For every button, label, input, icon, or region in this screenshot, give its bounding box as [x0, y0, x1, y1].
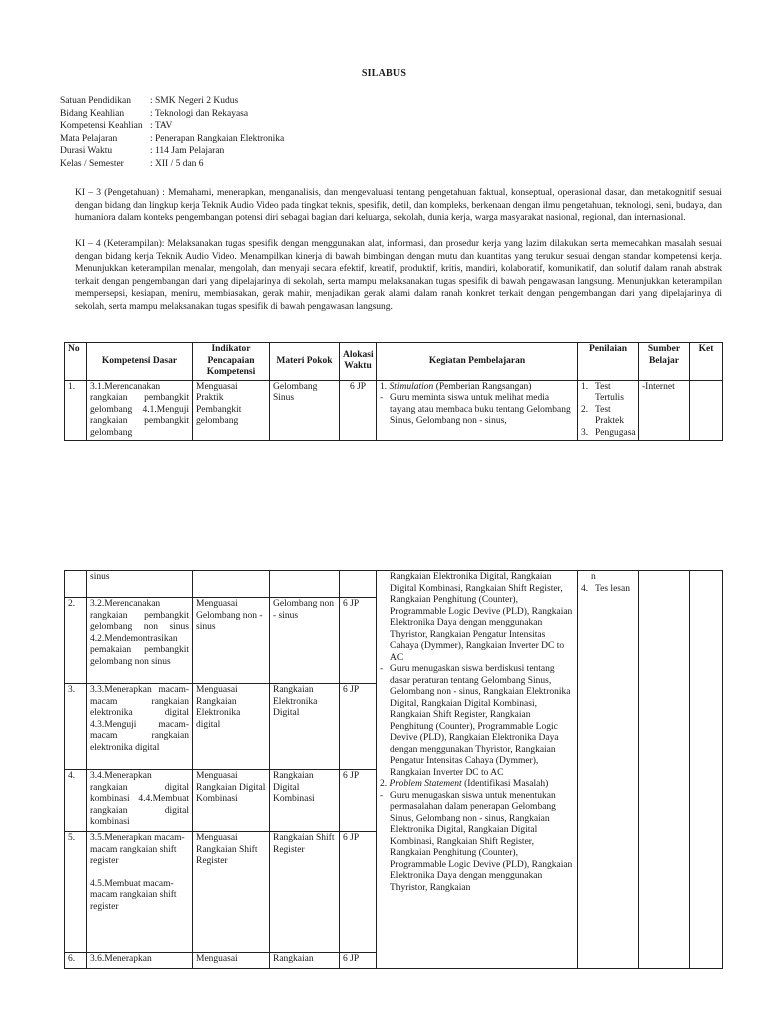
row-kd: 3.3.Menerapkan macam-macam rangkaian elektronika digital 4.3.Menguji macam-macam rangkaian elektronika digital	[87, 684, 193, 770]
assessment-item	[581, 405, 635, 428]
row-kd	[87, 832, 193, 953]
row-materi: Gelombang non - sinus	[270, 598, 340, 684]
row-kd: 3.2.Merencanakan rangkaian pembangkit gelombang non sinus 4.2.Mendemontrasikan pemakaian pembangkit gelombang non sinus	[87, 598, 193, 684]
row-alokasi: 6 JP	[340, 598, 377, 684]
col-header-ket: Ket	[690, 343, 723, 381]
row-materi: Rangkaian Shift Register	[270, 832, 340, 953]
row-no: 1.	[65, 380, 87, 441]
activity-item	[380, 393, 574, 428]
row-materi: Rangkaian Digital Kombinasi	[270, 770, 340, 832]
syllabus-table-page1	[64, 342, 723, 441]
row-penilaian	[578, 571, 639, 969]
row-materi: Rangkaian	[270, 953, 340, 969]
col-header-materi: Materi Pokok	[270, 343, 340, 381]
row-materi	[270, 571, 340, 598]
row-indikator: Menguasai Praktik Pembangkit gelombang	[193, 380, 270, 441]
meta-value: : XII / 5 dan 6	[150, 158, 204, 169]
meta-label: Kelas / Semester	[60, 158, 124, 169]
assessment-text: Test Praktek	[595, 404, 625, 426]
assessment-text: Tes lesan	[595, 583, 630, 594]
col-header-penilaian: Penilaian	[578, 343, 639, 381]
assessment-text: Test Tertulis	[595, 381, 624, 403]
kd-skill: 4.5.Membuat macam-macam rangkaian shift register	[90, 878, 177, 912]
activity-title: Problem Statement	[389, 779, 462, 789]
activity-text: Guru meminta siswa untuk melihat media tayang atau membaca buku tentang Gelombang Sinus, Gelombang non - sinus,	[390, 393, 571, 426]
row-indikator: Menguasai	[193, 953, 270, 969]
meta-row	[60, 158, 284, 171]
row-kd: 3.4.Menerapkan rangkaian digital kombinasi 4.4.Membuat rangkaian digital kombinasi	[87, 770, 193, 832]
row-indikator: Menguasai Rangkaian Elektronika digital	[193, 684, 270, 770]
row-alokasi: 6 JP	[340, 380, 377, 441]
meta-value: : 114 Jam Pelajaran	[150, 146, 225, 156]
meta-value: : Penerapan Rangkaian Elektronika	[150, 133, 285, 144]
meta-label: Kompetensi Keahlian	[60, 121, 143, 131]
row-kd: 3.6.Menerapkan	[87, 953, 193, 969]
row-ket	[690, 380, 723, 441]
meta-row	[60, 95, 284, 108]
activity-heading	[380, 779, 574, 791]
col-header-alokasi: Alokasi Waktu	[340, 343, 377, 381]
ki3-paragraph: KI – 3 (Pengetahuan) : Memahami, menerapkan, menganalisis, dan mengevaluasi tentang pengetahuan faktual, konseptual, operasional dasar, dan metakognitif sesuai dengan bidang dan lingkup kerja Teknik Audio Video pada tingkat teknis, spesifik, detil, dan kompleks, berkenaan dengan ilmu pengetahuan, teknologi, seni, budaya, dan humaniora dalam konteks pengembangan potensi diri sebagai bagian dari keluarga, sekolah, dunia kerja, warga masyarakat nasional, regional, dan internasional.	[75, 188, 722, 224]
row-kd: 3.1.Merencanakan rangkaian pembangkit gelombang 4.1.Menguji rangkaian pembangkit gelombang	[87, 380, 193, 441]
col-header-no: No	[65, 343, 87, 381]
syllabus-table-page2	[64, 570, 723, 969]
assessment-item	[581, 382, 635, 405]
row-sumber	[639, 571, 690, 969]
spacer	[90, 868, 189, 879]
meta-value: : TAV	[150, 121, 173, 131]
activity-title-rest: (Identifikasi Masalah)	[461, 779, 549, 789]
row-kegiatan	[377, 380, 578, 441]
row-sumber: -Internet	[639, 380, 690, 441]
row-alokasi	[340, 571, 377, 598]
activity-item	[380, 791, 574, 895]
activity-continuation: Rangkaian Elektronika Digital, Rangkaian Digital Kombinasi, Rangkaian Shift Register, Rangkaian Penghitung (Counter), Programmable Logic Devive (PLD), Rangkaian Elektronika Daya dengan menggunakan Thyristor, Rangkaian Pengatur Intensitas Cahaya (Dymmer), Rangkaian Inverter DC to AC	[390, 572, 573, 663]
assessment-item	[581, 428, 635, 440]
row-alokasi: 6 JP	[340, 832, 377, 953]
row-alokasi: 6 JP	[340, 770, 377, 832]
col-header-kd: Kompetensi Dasar	[87, 343, 193, 381]
row-materi: Gelombang Sinus	[270, 380, 340, 441]
row-kegiatan	[377, 571, 578, 969]
assessment-item	[581, 584, 635, 596]
row-indikator: Menguasai Rangkaian Digital Kombinasi	[193, 770, 270, 832]
table-header-row	[65, 343, 723, 381]
row-no: 6.	[65, 953, 87, 969]
assessment-number: 2.	[581, 404, 589, 415]
activity-text: Guru menugaskan siswa untuk menentukan permasalahan dalam penerapan Gelombang Sinus, Gelombang non - sinus, Rangkaian Elektronika Digital, Rangkaian Digital Kombinasi, Rangkaian Shift Register, Rangkaian Penghitung (Counter), Programmable Logic Devive (PLD), Rangkaian Elektronika Daya dengan menggunakan Thyristor, Rangkaian	[390, 790, 573, 893]
bullet-dash: -	[380, 664, 384, 674]
identity-block	[60, 95, 284, 170]
row-no	[65, 571, 87, 598]
row-ket	[690, 571, 723, 969]
col-header-kegiatan: Kegiatan Pembelajaran	[377, 343, 578, 381]
row-kd: sinus	[87, 571, 193, 598]
meta-label: Bidang Keahlian	[60, 108, 125, 119]
bullet-dash: -	[380, 790, 384, 801]
meta-row	[60, 108, 284, 121]
assessment-number: 3.	[581, 427, 589, 438]
activity-number: 1.	[380, 381, 388, 392]
meta-label: Durasi Waktu	[60, 146, 113, 156]
meta-label: Mata Pelajaran	[60, 133, 118, 144]
meta-value: : SMK Negeri 2 Kudus	[150, 96, 239, 106]
row-no: 2.	[65, 598, 87, 684]
row-indikator: Menguasai Gelombang non - sinus	[193, 598, 270, 684]
bullet-dash: -	[380, 393, 384, 403]
col-header-sumber: Sumber Belajar	[639, 343, 690, 381]
activity-title: Stimulation	[389, 381, 434, 392]
activity-text: Guru menugaskan siswa berdiskusi tentang dasar peraturan tentang Gelombang Sinus, Gelombang non - sinus, Rangkaian Elektronika Digital, Rangkaian Digital Kombinasi, Rangkaian Shift Register, Rangkaian Penghitung (Counter), Programmable Logic Devive (PLD), Rangkaian Elektronika Daya dengan menggunakan Thyristor, Rangkaian Pengatur Intensitas Cahaya (Dymmer), Rangkaian Inverter DC to AC	[390, 664, 571, 778]
meta-label: Satuan Pendidikan	[60, 96, 131, 106]
row-alokasi: 6 JP	[340, 684, 377, 770]
row-indikator	[193, 571, 270, 598]
table-row	[65, 380, 723, 441]
row-no: 3.	[65, 684, 87, 770]
meta-row	[60, 145, 284, 158]
table-row	[65, 571, 723, 598]
row-no: 4.	[65, 770, 87, 832]
assessment-number: 4.	[581, 583, 589, 594]
activity-item	[380, 664, 574, 779]
activity-number: 2.	[380, 779, 388, 789]
ki4-paragraph: KI – 4 (Keterampilan): Melaksanakan tugas spesifik dengan menggunakan alat, informasi, dan prosedur kerja yang lazim dilakukan serta memecahkan masalah sesuai dengan bidang kerja Teknik Audio Video. Menampilkan kinerja di bawah bimbingan dengan mutu dan kuantitas yang terukur sesuai dengan standar kompetensi kerja. Menunjukkan keterampilan menalar, mengolah, dan menyaji secara efektif, kreatif, produktif, kritis, mandiri, kolaboratif, komunikatif, dan solutif dalam ranah abstrak terkait dengan pengembangan dari yang dipelajarinya di sekolah, serta mampu melaksanakan tugas spesifik di bawah pengawasan langsung. Menunjukkan keterampilan mempersepsi, kesiapan, meniru, membiasakan, gerak mahir, menjadikan gerak alami dalam ranah konkret terkait dengan pengembangan dari yang dipelajarinya di sekolah, serta mampu melaksanakan tugas spesifik di bawah pengawasan langsung.	[75, 239, 722, 312]
meta-value: : Teknologi dan Rekayasa	[150, 108, 249, 119]
col-header-indikator: Indikator Pencapaian Kompetensi	[193, 343, 270, 381]
row-materi: Rangkaian Elektronika Digital	[270, 684, 340, 770]
row-no: 5.	[65, 832, 87, 953]
meta-row	[60, 120, 284, 133]
assessment-continuation: n	[591, 572, 596, 582]
row-penilaian	[578, 380, 639, 441]
assessment-text: Pengugasa	[595, 427, 636, 438]
activity-heading	[380, 382, 574, 394]
document-title: SILABUS	[361, 68, 407, 79]
kd-knowledge: 3.5.Menerapkan macam-macam rangkaian shift register	[90, 833, 185, 866]
row-alokasi: 6 JP	[340, 953, 377, 969]
activity-title-rest: (Pemberian Rangsangan)	[433, 381, 532, 392]
meta-row	[60, 133, 284, 146]
row-indikator: Menguasai Rangkaian Shift Register	[193, 832, 270, 953]
assessment-number: 1.	[581, 381, 589, 392]
